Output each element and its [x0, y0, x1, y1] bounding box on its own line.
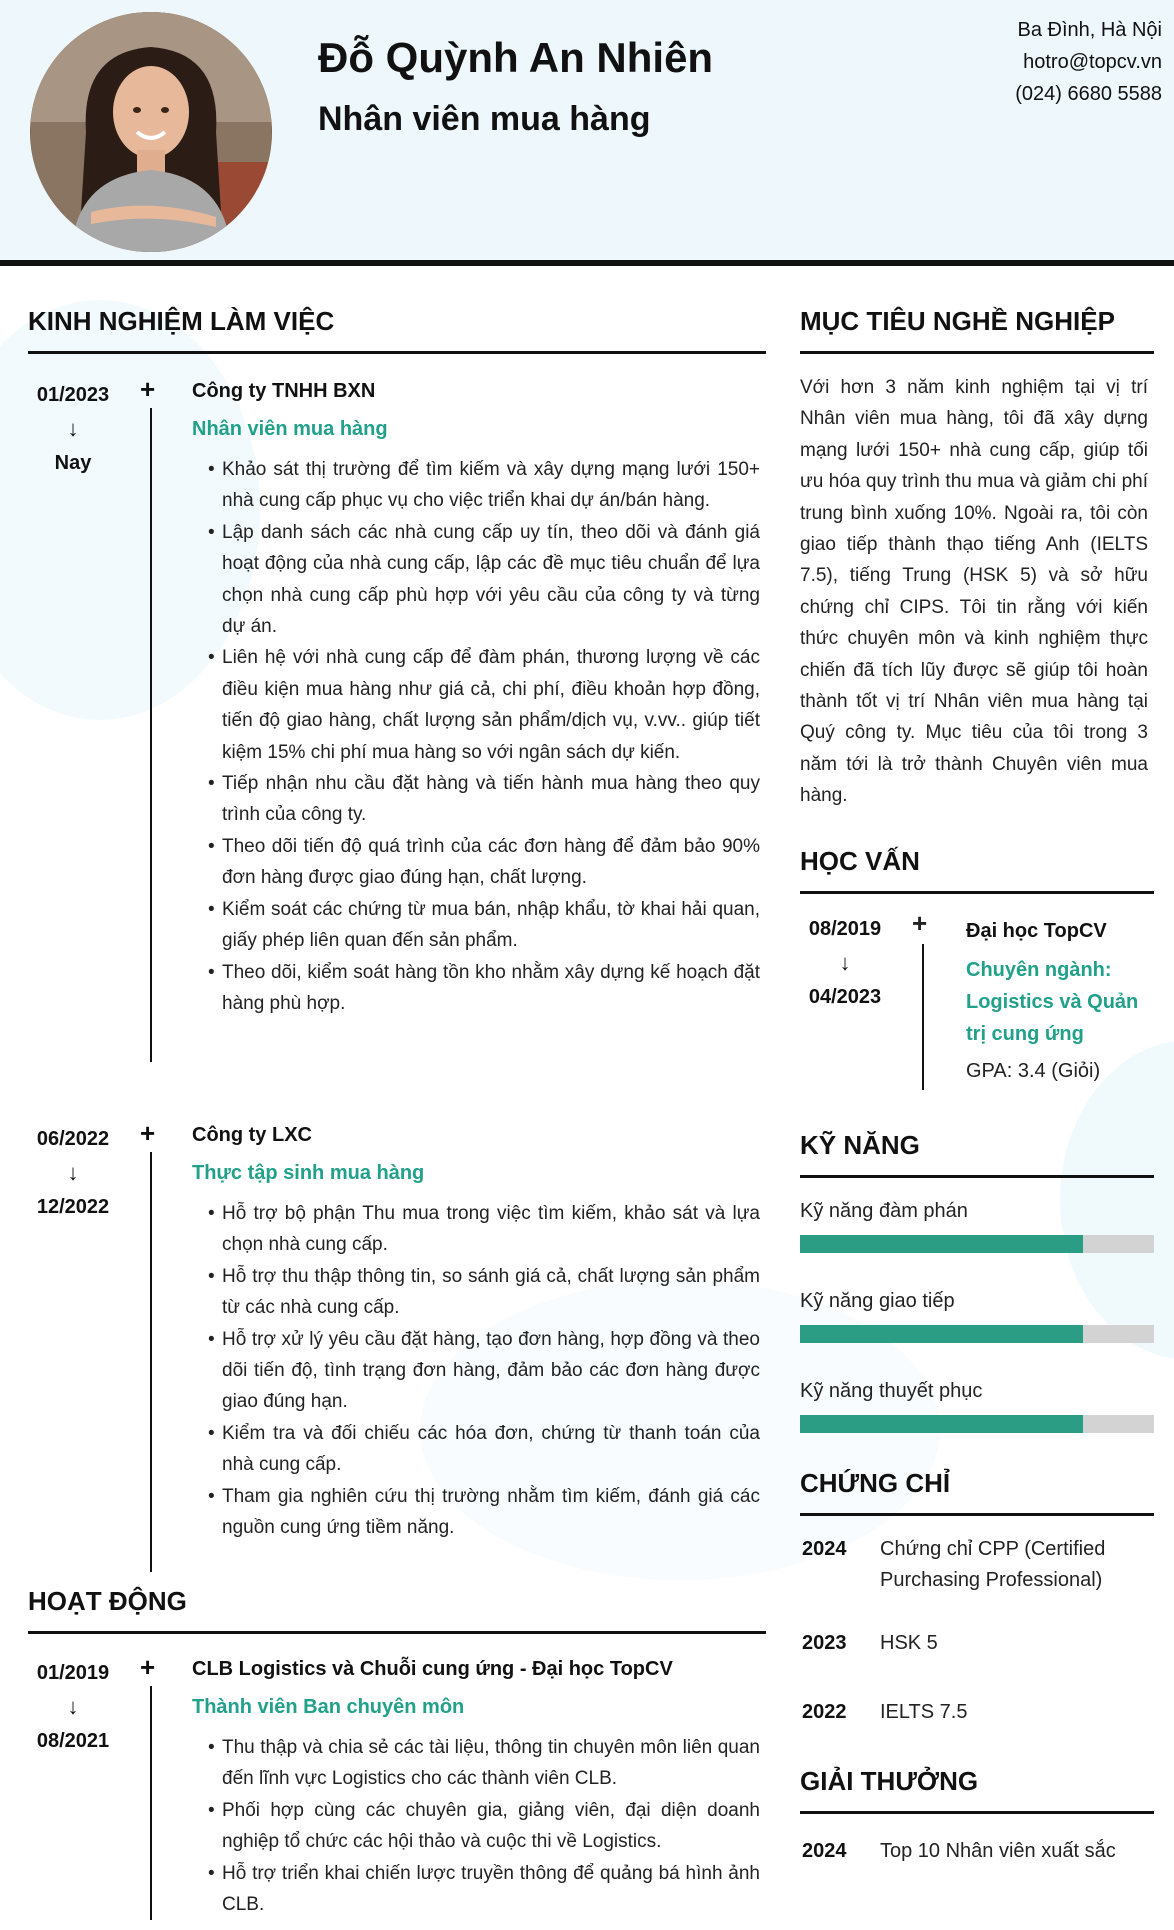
- entry-start-date: 06/2022: [36, 1128, 110, 1150]
- entry-dates: [28, 1656, 118, 1758]
- skill-bar-fill: [800, 1325, 1083, 1343]
- candidate-title: Nhân viên mua hàng: [318, 100, 651, 138]
- company-name: Công ty TNHH BXN: [192, 380, 376, 402]
- list-item: • Lập danh sách các nhà cung cấp uy tín, theo dõi và đánh giá hoạt động của nhà cung cấp, lập các đề mục tiêu chuẩn để lựa chọn nhà cung cấp phù hợp với yêu cầu của công ty và từng dự án.: [208, 517, 760, 643]
- activity-list: [208, 1732, 760, 1920]
- organization-name: CLB Logistics và Chuỗi cung ứng - Đại học TopCV: [192, 1658, 673, 1680]
- entry-dates: [28, 1122, 118, 1224]
- entry-end-date: Nay: [54, 452, 92, 474]
- skill-bar-fill: [800, 1415, 1083, 1433]
- activity-entry: [22, 1652, 766, 1926]
- contact-block: [1015, 14, 1162, 110]
- objective-text: Với hơn 3 năm kinh nghiệm tại vị trí Nhân viên mua hàng, tôi đã xây dựng mạng lưới 150+ nhà cung cấp, giúp tối ưu hóa quy trình thu mua và giảm chi phí trung bình xuống 10%. Ngoài ra, tôi còn giao tiếp thành thạo tiếng Anh (IELTS 7.5), tiếng Trung (HSK 5) và sở hữu chứng chỉ CIPS. Tôi tin rằng với kiến thức chuyên môn và kinh nghiệm thực chiến đã tích lũy được sẽ giúp tôi hoàn thành tốt vị trí Nhân viên mua hàng tại Quý công ty. Mục tiêu của tôi trong 3 năm tới là trở thành Chuyên viên mua hàng.: [800, 377, 1148, 807]
- certificate-year: 2022: [802, 1701, 847, 1723]
- timeline-line: [922, 944, 924, 1090]
- skills-heading: KỸ NĂNG: [800, 1130, 1154, 1178]
- plus-icon: +: [912, 908, 928, 938]
- list-item: • Tiếp nhận nhu cầu đặt hàng và tiến hành mua hàng theo quy trình của công ty.: [208, 768, 760, 831]
- plus-icon: +: [140, 1652, 156, 1682]
- list-item: • Phối hợp cùng các chuyên gia, giảng viên, đại diện doanh nghiệp tổ chức các hội thảo và cuộc thi về Logistics.: [208, 1795, 760, 1858]
- skill-item: [800, 1200, 1154, 1253]
- list-item: • Khảo sát thị trường để tìm kiếm và xây dựng mạng lưới 150+ nhà cung cấp phục vụ cho việc triển khai dự án/bán hàng.: [208, 454, 760, 517]
- profile-photo: [30, 12, 272, 252]
- skill-name: Kỹ năng thuyết phục: [800, 1380, 983, 1402]
- gpa-value: GPA: 3.4 (Giỏi): [966, 1060, 1101, 1082]
- certificate-name: Chứng chỉ CPP (Certified Purchasing Professional): [880, 1538, 1106, 1591]
- skill-item: [800, 1290, 1154, 1343]
- skill-item: [800, 1380, 1154, 1433]
- list-item: • Hỗ trợ bộ phận Thu mua trong việc tìm kiếm, khảo sát và lựa chọn nhà cung cấp.: [208, 1198, 760, 1261]
- entry-end-date: 12/2022: [36, 1196, 110, 1218]
- arrow-down-icon: ↓: [67, 1694, 79, 1719]
- activities-heading: HOẠT ĐỘNG: [28, 1586, 766, 1634]
- experience-entry: [22, 374, 766, 1078]
- list-item: • Liên hệ với nhà cung cấp để đàm phán, thương lượng về các điều kiện mua hàng như giá cả, chi phí, điều khoản hợp đồng, tiến độ giao hàng, chất lượng sản phẩm/dịch vụ, v.vv.. giúp tiết kiệm 15% chi phí mua hàng so với ngân sách dự kiến.: [208, 642, 760, 768]
- list-item: • Theo dõi tiến độ quá trình của các đơn hàng để đảm bảo 90% đơn hàng được giao đúng hạn, chất lượng.: [208, 831, 760, 894]
- school-name: Đại học TopCV: [966, 920, 1107, 942]
- experience-entry: [22, 1118, 766, 1562]
- contact-address: Ba Đình, Hà Nội: [1017, 19, 1162, 41]
- list-item: • Theo dõi, kiểm soát hàng tồn kho nhằm xây dựng kế hoạch đặt hàng phù hợp.: [208, 957, 760, 1020]
- education-heading: HỌC VẤN: [800, 846, 1154, 894]
- timeline-line: [150, 408, 152, 1062]
- arrow-down-icon: ↓: [67, 416, 79, 441]
- list-item: • Hỗ trợ triển khai chiến lược truyền thông để quảng bá hình ảnh CLB.: [208, 1858, 760, 1921]
- list-item: • Kiểm soát các chứng từ mua bán, nhập khẩu, tờ khai hải quan, giấy phép liên quan đến sản phẩm.: [208, 894, 760, 957]
- contact-phone: (024) 6680 5588: [1015, 83, 1162, 105]
- responsibility-list: [208, 1198, 760, 1543]
- entry-end-date: 08/2021: [36, 1730, 110, 1752]
- skill-bar-fill: [800, 1235, 1083, 1253]
- candidate-name: Đỗ Quỳnh An Nhiên: [318, 34, 714, 81]
- list-item: • Hỗ trợ xử lý yêu cầu đặt hàng, tạo đơn hàng, hợp đồng và theo dõi tiến độ, tình trạng đơn hàng, đảm bảo các đơn hàng được giao đúng hạn.: [208, 1324, 760, 1418]
- resume-header: [0, 0, 1174, 266]
- education-dates: [800, 912, 890, 1014]
- contact-email: hotro@topcv.vn: [1023, 51, 1162, 73]
- certificate-year: 2023: [802, 1632, 847, 1654]
- company-name: Công ty LXC: [192, 1124, 312, 1146]
- entry-dates: [28, 378, 118, 480]
- arrow-down-icon: ↓: [67, 1160, 79, 1185]
- education-end-date: 04/2023: [808, 986, 882, 1008]
- job-role: Thực tập sinh mua hàng: [192, 1162, 425, 1184]
- certificate-name: HSK 5: [880, 1632, 938, 1654]
- timeline-line: [150, 1686, 152, 1920]
- plus-icon: +: [140, 1118, 156, 1148]
- award-name: Top 10 Nhân viên xuất sắc: [880, 1840, 1116, 1862]
- objective-heading: MỤC TIÊU NGHỀ NGHIỆP: [800, 306, 1154, 354]
- timeline-line: [150, 1152, 152, 1572]
- skill-bar: [800, 1325, 1154, 1343]
- list-item: • Hỗ trợ thu thập thông tin, so sánh giá cả, chất lượng sản phẩm từ các nhà cung cấp.: [208, 1261, 760, 1324]
- profile-photo-illustration: [30, 12, 272, 252]
- responsibility-list: [208, 454, 760, 1019]
- skill-bar: [800, 1415, 1154, 1433]
- skill-name: Kỹ năng giao tiếp: [800, 1290, 955, 1312]
- entry-start-date: 01/2023: [36, 384, 110, 406]
- certificates-heading: CHỨNG CHỈ: [800, 1468, 1154, 1516]
- skill-bar: [800, 1235, 1154, 1253]
- list-item: • Thu thập và chia sẻ các tài liệu, thông tin chuyên môn liên quan đến lĩnh vực Logistics cho các thành viên CLB.: [208, 1732, 760, 1795]
- list-item: • Tham gia nghiên cứu thị trường nhằm tìm kiếm, đánh giá các nguồn cung ứng tiềm năng.: [208, 1481, 760, 1544]
- certificate-year: 2024: [802, 1538, 847, 1560]
- awards-heading: GIẢI THƯỞNG: [800, 1766, 1154, 1814]
- award-year: 2024: [802, 1840, 847, 1862]
- list-item: • Kiểm tra và đối chiếu các hóa đơn, chứng từ thanh toán của nhà cung cấp.: [208, 1418, 760, 1481]
- certificate-name: IELTS 7.5: [880, 1701, 968, 1723]
- job-role: Nhân viên mua hàng: [192, 418, 388, 440]
- arrow-down-icon: ↓: [839, 950, 851, 975]
- major-name: Chuyên ngành: Logistics và Quản trị cung ứng: [966, 959, 1139, 1045]
- activity-role: Thành viên Ban chuyên môn: [192, 1696, 465, 1718]
- skill-name: Kỹ năng đàm phán: [800, 1200, 968, 1222]
- education-start-date: 08/2019: [808, 918, 882, 940]
- experience-heading: KINH NGHIỆM LÀM VIỆC: [28, 306, 766, 354]
- entry-start-date: 01/2019: [36, 1662, 110, 1684]
- plus-icon: +: [140, 374, 156, 404]
